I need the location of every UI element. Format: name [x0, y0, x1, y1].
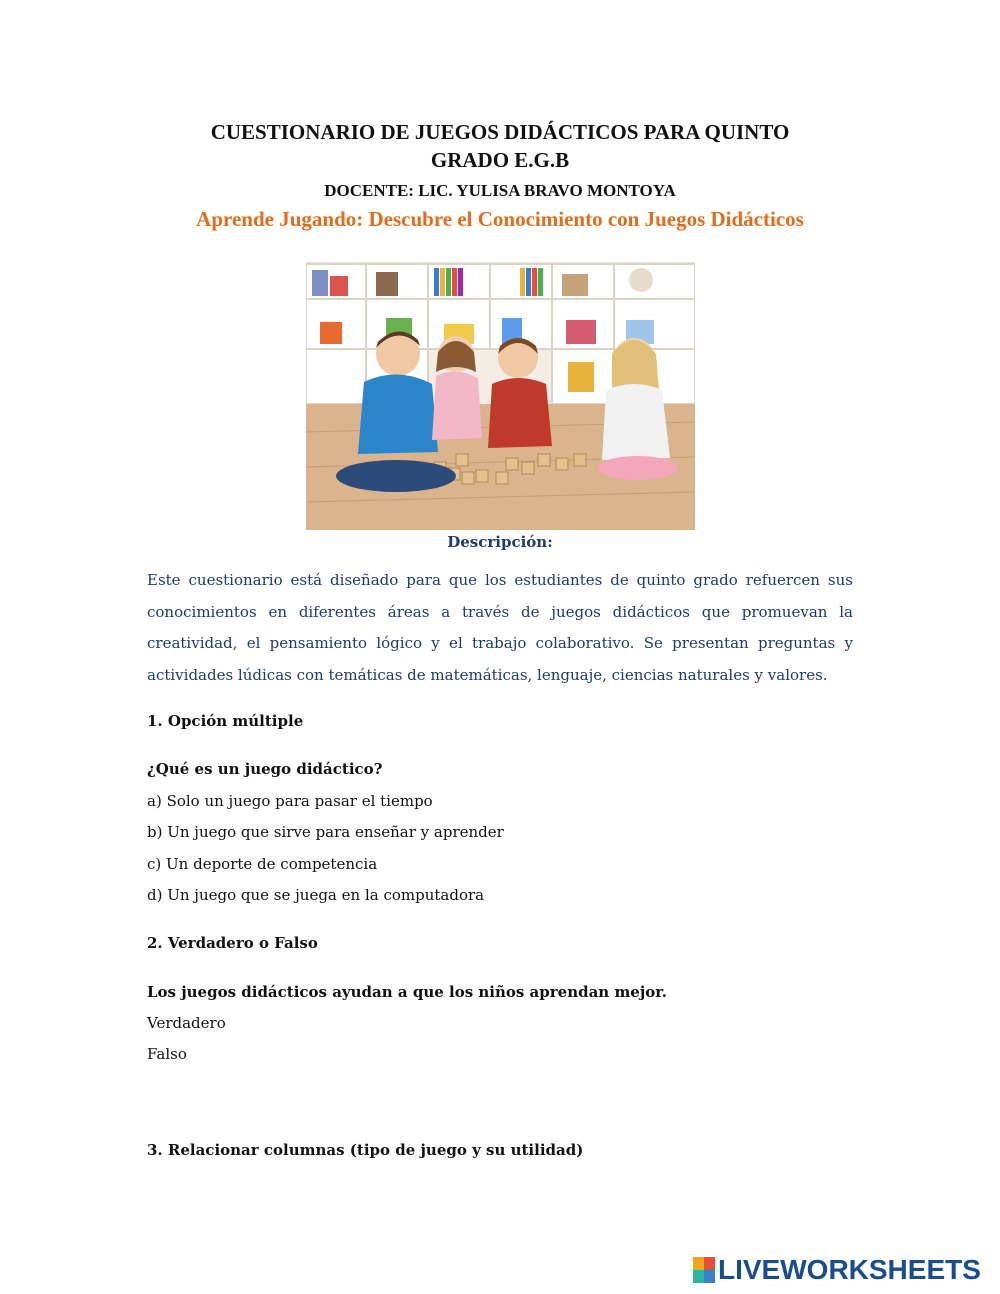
question-1: ¿Qué es un juego didáctico?: [147, 760, 383, 778]
section-3-heading: 3. Relacionar columnas (tipo de juego y su utilidad): [147, 1141, 584, 1159]
true-false-statement: Los juegos didácticos ayudan a que los niños aprendan mejor.: [147, 983, 668, 1001]
option-c[interactable]: c) Un deporte de competencia: [147, 855, 378, 873]
option-b[interactable]: b) Un juego que sirve para enseñar y aprender: [147, 823, 504, 841]
logo-text: LIVEWORKSHEETS: [718, 1254, 981, 1285]
section-1-heading: 1. Opción múltiple: [147, 712, 304, 730]
title-line-2: GRADO E.G.B: [430, 148, 570, 172]
subtitle: Aprende Jugando: Descubre el Conocimiento con Juegos Didácticos: [196, 207, 804, 231]
option-true[interactable]: Verdadero: [147, 1014, 226, 1032]
teacher-name: DOCENTE: LIC. YULISA BRAVO MONTOYA: [324, 181, 676, 200]
option-a[interactable]: a) Solo un juego para pasar el tiempo: [147, 792, 433, 810]
photo-illustration: [306, 262, 695, 530]
liveworksheets-mark-icon: [693, 1257, 715, 1283]
option-d[interactable]: d) Un juego que se juega en la computadora: [147, 886, 485, 904]
title-line-1: CUESTIONARIO DE JUEGOS DIDÁCTICOS PARA QUINTO: [210, 120, 790, 144]
children-playing-photo: [306, 262, 695, 530]
liveworksheets-logo: [693, 1255, 981, 1285]
page-title: [140, 118, 860, 174]
section-2-heading: 2. Verdadero o Falso: [147, 934, 318, 952]
option-false[interactable]: Falso: [147, 1045, 187, 1063]
description-text: Este cuestionario está diseñado para que los estudiantes de quinto grado refuercen sus conocimientos en diferentes áreas a través de juegos didácticos que promuevan la creatividad, el pensamiento lógico y el trabajo colaborativo. Se presentan preguntas y actividades lúdicas con temáticas de matemáticas, lenguaje, ciencias naturales y valores.: [147, 571, 853, 684]
description-heading: Descripción:: [447, 533, 553, 551]
